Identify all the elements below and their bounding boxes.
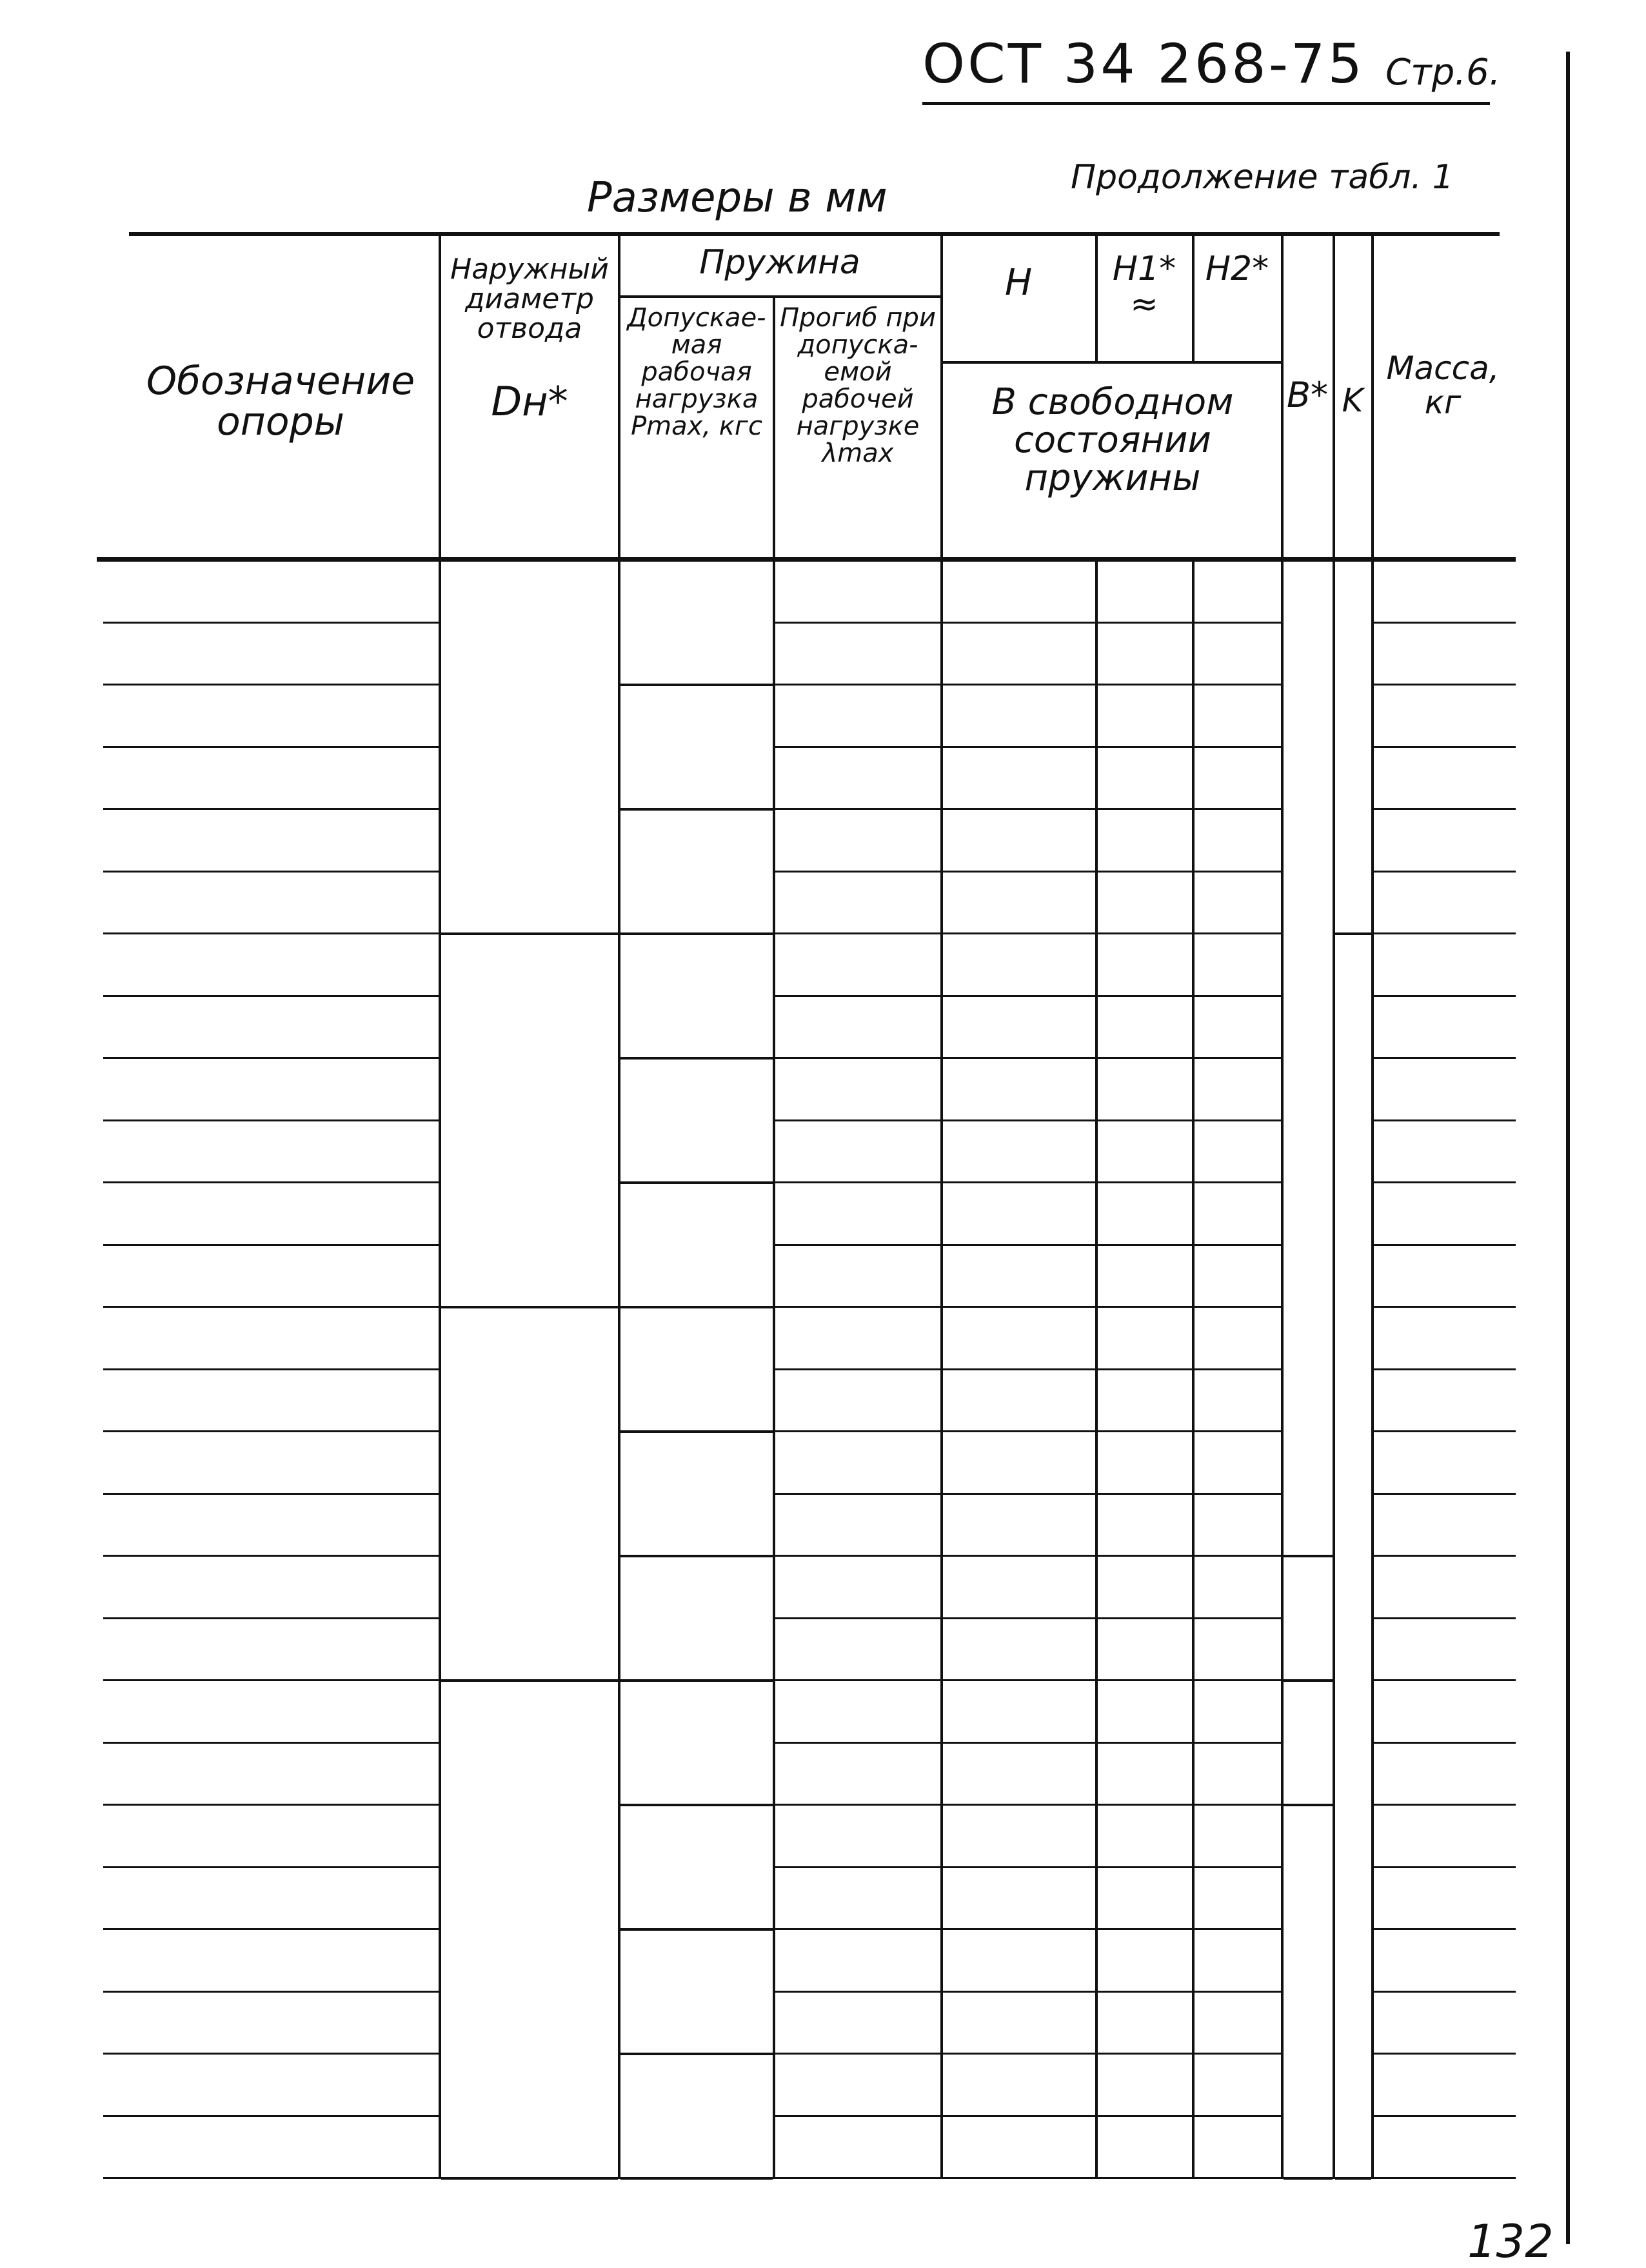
spring-group-rule xyxy=(619,295,940,298)
load-group-rule xyxy=(620,1679,773,1682)
row-rule xyxy=(773,1804,1282,1806)
row-rule xyxy=(1374,808,1516,810)
row-rule xyxy=(1374,1866,1516,1868)
row-rule xyxy=(1374,1368,1516,1370)
load-group-rule xyxy=(620,2053,773,2055)
row-rule xyxy=(1374,1057,1516,1059)
load-group-rule xyxy=(620,932,773,935)
row-rule xyxy=(773,1742,1282,1744)
document-code-underline xyxy=(922,102,1490,105)
outer-diameter-group-rule xyxy=(441,1679,618,1682)
load-group-rule xyxy=(620,1430,773,1433)
row-rule xyxy=(103,808,439,810)
row-rule xyxy=(103,1679,439,1681)
b-dimension-group-rule xyxy=(1284,1679,1333,1682)
row-rule xyxy=(1374,1742,1516,1744)
row-rule xyxy=(103,1057,439,1059)
header-bottom-rule xyxy=(97,557,1516,562)
row-rule xyxy=(773,2115,1282,2117)
row-rule xyxy=(103,1928,439,1930)
row-rule xyxy=(1374,2053,1516,2055)
body-vline xyxy=(1095,561,1098,2179)
table-top-rule xyxy=(129,232,1500,236)
b-dimension-group-rule xyxy=(1284,1555,1333,1557)
col-header-H2: H2* xyxy=(1205,250,1269,288)
load-group-rule xyxy=(620,1306,773,1308)
row-rule xyxy=(1374,746,1516,748)
right-border-line xyxy=(1566,52,1570,2244)
row-rule xyxy=(103,1617,439,1619)
document-code: ОСТ 34 268-75 xyxy=(922,32,1365,95)
header-vline xyxy=(618,236,620,558)
body-vline xyxy=(1333,561,1335,2179)
row-rule xyxy=(1374,1617,1516,1619)
row-rule xyxy=(1374,1181,1516,1183)
load-group-rule xyxy=(620,1804,773,1806)
row-rule xyxy=(103,995,439,997)
b-dimension-group-rule xyxy=(1284,1804,1333,1806)
row-rule xyxy=(773,1244,1282,1246)
row-rule xyxy=(103,2177,439,2179)
row-rule xyxy=(103,622,439,624)
row-rule xyxy=(773,1057,1282,1059)
load-group-rule xyxy=(620,808,773,811)
load-group-rule xyxy=(620,2177,773,2180)
row-rule xyxy=(773,1991,1282,1993)
row-rule xyxy=(1374,932,1516,934)
row-rule xyxy=(103,1742,439,1744)
col-header-spring: Пружина xyxy=(699,243,860,282)
row-rule xyxy=(103,2115,439,2117)
row-rule xyxy=(1374,1244,1516,1246)
page-number: 132 xyxy=(1467,2215,1554,2268)
body-vline xyxy=(773,561,775,2179)
col-header-H: H xyxy=(1004,262,1033,304)
b-dimension-group-rule xyxy=(1284,2177,1333,2180)
row-rule xyxy=(1374,684,1516,685)
load-group-rule xyxy=(620,1057,773,1060)
row-rule xyxy=(1374,622,1516,624)
units-label: Размеры в мм xyxy=(587,174,887,222)
k-dimension-group-rule xyxy=(1335,932,1371,935)
row-rule xyxy=(773,1555,1282,1557)
row-rule xyxy=(773,808,1282,810)
row-rule xyxy=(103,2053,439,2055)
row-rule xyxy=(1374,871,1516,873)
row-rule xyxy=(773,1679,1282,1681)
row-rule xyxy=(773,1866,1282,1868)
row-rule xyxy=(1374,1991,1516,1993)
row-rule xyxy=(103,1804,439,1806)
header-vline xyxy=(1371,236,1374,558)
row-rule xyxy=(1374,2177,1516,2179)
col-header-B: B* xyxy=(1286,375,1329,415)
row-rule xyxy=(1374,2115,1516,2117)
col-header-designation: Обозначение опоры xyxy=(146,359,415,444)
row-rule xyxy=(103,932,439,934)
row-rule xyxy=(773,1430,1282,1432)
row-rule xyxy=(1374,1430,1516,1432)
page-label: Стр.6. xyxy=(1385,52,1501,94)
col-header-deflection: Прогиб при допуска- емой рабочей нагрузке λmax xyxy=(780,303,936,468)
header-vline xyxy=(439,236,441,558)
body-vline xyxy=(1281,561,1284,2179)
row-rule xyxy=(1374,1555,1516,1557)
outer-diameter-group-rule xyxy=(441,1306,618,1308)
row-rule xyxy=(1374,1804,1516,1806)
row-rule xyxy=(103,684,439,685)
outer-diameter-group-rule xyxy=(441,932,618,935)
load-group-rule xyxy=(620,1555,773,1557)
row-rule xyxy=(773,2177,1282,2179)
header-vline xyxy=(773,298,775,558)
h-group-rule xyxy=(940,361,1282,364)
load-group-rule xyxy=(620,1181,773,1184)
col-header-H1: H1* ≈ xyxy=(1112,250,1176,324)
row-rule xyxy=(773,622,1282,624)
col-header-K: K xyxy=(1342,382,1363,419)
col-header-outer-diameter: Наружный диаметр отвода xyxy=(450,253,609,346)
row-rule xyxy=(103,1991,439,1993)
row-rule xyxy=(1374,1119,1516,1121)
k-dimension-group-rule xyxy=(1335,2177,1371,2180)
load-group-rule xyxy=(620,684,773,686)
body-vline xyxy=(618,561,620,2179)
row-rule xyxy=(103,871,439,873)
col-header-free-state: В свободном состоянии пружины xyxy=(991,381,1234,499)
row-rule xyxy=(1374,1306,1516,1308)
row-rule xyxy=(773,684,1282,685)
row-rule xyxy=(103,1430,439,1432)
body-vline xyxy=(439,561,441,2179)
row-rule xyxy=(1374,1679,1516,1681)
row-rule xyxy=(103,1866,439,1868)
row-rule xyxy=(773,1617,1282,1619)
row-rule xyxy=(1374,1493,1516,1495)
body-vline xyxy=(1371,561,1374,2179)
row-rule xyxy=(1374,995,1516,997)
row-rule xyxy=(773,1306,1282,1308)
row-rule xyxy=(773,746,1282,748)
row-rule xyxy=(1374,1928,1516,1930)
row-rule xyxy=(103,1368,439,1370)
continuation-label: Продолжение табл. 1 xyxy=(1071,158,1454,197)
row-rule xyxy=(103,746,439,748)
col-header-mass: Масса, кг xyxy=(1386,350,1500,421)
row-rule xyxy=(103,1555,439,1557)
row-rule xyxy=(773,1928,1282,1930)
row-rule xyxy=(773,1493,1282,1495)
row-rule xyxy=(773,995,1282,997)
row-rule xyxy=(103,1119,439,1121)
body-vline xyxy=(1192,561,1195,2179)
outer-diameter-group-rule xyxy=(441,2177,618,2180)
row-rule xyxy=(773,871,1282,873)
row-rule xyxy=(773,1181,1282,1183)
col-header-load: Допускае- мая рабочая нагрузка Pmax, кгс xyxy=(627,303,766,441)
row-rule xyxy=(773,1368,1282,1370)
body-vline xyxy=(940,561,943,2179)
row-rule xyxy=(773,1119,1282,1121)
row-rule xyxy=(103,1493,439,1495)
col-header-outer-diameter-symbol: Dн* xyxy=(491,378,568,425)
load-group-rule xyxy=(620,1928,773,1931)
row-rule xyxy=(103,1306,439,1308)
row-rule xyxy=(103,1244,439,1246)
row-rule xyxy=(103,1181,439,1183)
row-rule xyxy=(773,2053,1282,2055)
row-rule xyxy=(773,932,1282,934)
